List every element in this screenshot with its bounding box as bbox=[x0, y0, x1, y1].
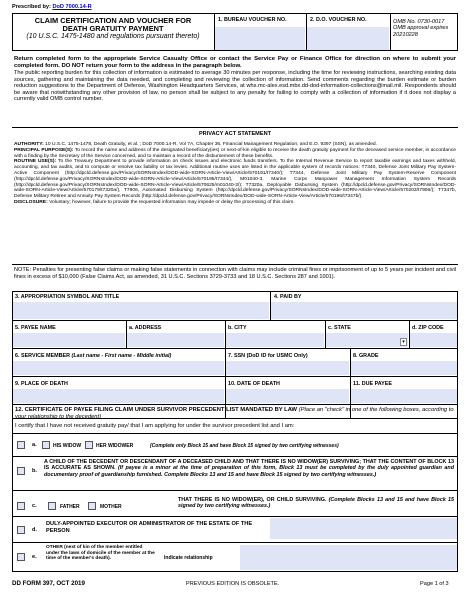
service-member-label: 6. SERVICE MEMBER (Last name - First name - Middle initial) bbox=[15, 353, 172, 359]
previous-edition: PREVIOUS EDITION IS OBSOLETE. bbox=[186, 581, 280, 587]
option-d-text: DULY-APPOINTED EXECUTOR OR ADMINISTRATOR OF THE ESTATE OF THE PERSON bbox=[46, 521, 253, 534]
indicate-relationship-label: Indicate relationship bbox=[164, 555, 213, 561]
zip-label: d. ZIP CODE bbox=[412, 325, 444, 331]
checkbox-e[interactable] bbox=[17, 553, 25, 561]
checkbox-mother[interactable] bbox=[88, 502, 96, 510]
state-label: c. STATE bbox=[328, 325, 351, 331]
privacy-statement: AUTHORITY: 10 U.S.C. 1475-1478, Death Gratuity, et al. ; DoD 7000.14-R, Vol 7A, Chapter 36, Financial Management Regulation; and E.O. 9397 (SSN), as amended. PRINCIPAL PURPOSE(S): To record the name and address of the designated beneficiary(ies) or next-of-kin eligible to receive the death gratuity payment for the deceased service member, in accordance with a finding by the Secretary of the Service concerned, and to maintain a record of the disbursement of these benefits. ROUTINE USE(S): To the Treasury Department to provide information on check issues and electronic funds transfers. To the Internal Revenue Service to report taxable earnings and taxes withheld, accounting, and tax audits, and to compute or resolve tax liability or tax levies. Additional routine uses are listed in the applicable system of records notices: T7340, Defense Joint Military Pay System-Active Component (http://dpcld.defense.gov/Privacy/SORNsIndex/DOD-wide-SORN-Article-View/Article/570191/t7340/); T7344, Defense Joint Military Pay System-Reserve Component (http://dpcld.defense.gov/Privacy/SORNsIndex/DOD-wide-SORN-Article-View/Article/570195/t7344/), M01040-3, Marine Corps Manpower Management Information System Records (http://dpcld.defense.gov/Privacy/SORNsIndex/DOD-wide-SORN-Article-View/Article/570625/m01040-3/); T7320a, Deployable Disbursing System (http://dpcld.defense.gov/Privacy/SORNsIndex/DOD-wide-SORN-Article-View/Article/570179/t7320a/), T7906, Automated Disbursing System (http://dpcld.defense.gov/Privacy/SORNsIndex/DOD-wide-SORN-Article-View/Article/570203/t7906/); T7347b, Defense Military Retiree and Annuity Pay System Records (http://dpcld.defense.gov/Privacy/SORNsIndex/DOD-wide-SORN-Article-View/Article/570196/t7347b/). DISCLOSURE: Voluntary; however, failure to provide the requested information may impede or delay the processing of this claim. bbox=[14, 142, 457, 205]
date-of-death-input[interactable] bbox=[226, 389, 349, 403]
checkbox-his-widow[interactable] bbox=[42, 441, 50, 449]
prescribed-label: Prescribed by: bbox=[12, 4, 51, 10]
address-input[interactable] bbox=[127, 333, 224, 347]
zip-input[interactable] bbox=[410, 333, 457, 347]
form-title: CLAIM CERTIFICATION AND VOUCHER FOR DEATH GRATUITY PAYMENT (10 U.S.C. 1475-1480 and regulations pursuant thereto) bbox=[26, 16, 200, 41]
checkbox-a[interactable] bbox=[17, 441, 25, 449]
prescribed-link[interactable]: DoD 7000.14-R bbox=[52, 4, 92, 10]
service-member-input[interactable] bbox=[13, 361, 224, 375]
privacy-heading: PRIVACY ACT STATEMENT bbox=[198, 131, 272, 137]
address-label: a. ADDRESS bbox=[129, 325, 162, 331]
do-voucher-label: 2. D.O. VOUCHER NO. bbox=[310, 17, 367, 23]
page-number: Page 1 of 3 bbox=[420, 581, 449, 587]
executor-input[interactable] bbox=[270, 518, 457, 539]
option-b-text: A CHILD OF THE DECEDENT OR DESCENDANT OF A DECEASED CHILD AND THAT THERE IS NO WIDOW(ER) SURVIVING; THAT THE CONTENT OF BLOCK 13 IS ACCURATE AS SHOWN. (If payee is a minor at the time of preparation of this form, Block 13 must be completed by the duly appointed guardian and documentary proof of guardianship furnished. Complete Blocks 13 and 15 and have Block 15 signed by two certifying witnesses.) bbox=[44, 459, 454, 478]
due-payee-label: 11. DUE PAYEE bbox=[353, 381, 392, 387]
paid-by-input[interactable] bbox=[271, 302, 457, 319]
checkbox-c[interactable] bbox=[17, 502, 25, 510]
omb-block: OMB No. 0730-0017 OMB approval expires 20210228 bbox=[393, 19, 449, 38]
grade-input[interactable] bbox=[351, 361, 457, 375]
option-c-text: THAT THERE IS NO WIDOW(ER), OR CHILD SURVIVING. (Complete Blocks 13 and 15 and have Block 15 signed by two certifying witnesses.) bbox=[178, 497, 454, 510]
return-instructions: Return completed form to the appropriate Service Casualty Office or contact the Service Pay or Finance Office for direction on where to submit your completed form. DO NOT return your form to the address in the paragraph below. bbox=[14, 56, 456, 69]
burden-statement: The public reporting burden for this collection of information is estimated to average 30 minutes per response, including the time for reviewing instructions, searching existing data sources, gathering and maintaining the data needed, and completing and reviewing the collection of information. Send comments regarding the burden estimate or burden reduction suggestions to the Department of Defense, Washington Headquarters Services, at whs.mc-alex.esd.mbx.dd-dod-information-collections@mail.mil. Respondents should be aware that notwithstanding any other provision of law, no person shall be subject to any penalty for failing to comply with a collection of information if it does not display a currently valid OMB control number. bbox=[14, 70, 456, 103]
state-select[interactable] bbox=[326, 333, 408, 347]
checkbox-b[interactable] bbox=[17, 467, 25, 475]
place-of-death-input[interactable] bbox=[13, 389, 224, 403]
form-number: DD FORM 397, OCT 2019 bbox=[12, 580, 85, 587]
bureau-voucher-input[interactable] bbox=[215, 27, 305, 50]
paid-by-label: 4. PAID BY bbox=[274, 294, 302, 300]
checkbox-father[interactable] bbox=[48, 502, 56, 510]
checkbox-her-widower[interactable] bbox=[85, 441, 93, 449]
date-of-death-label: 10. DATE OF DEATH bbox=[228, 381, 280, 387]
ssn-input[interactable] bbox=[226, 361, 349, 375]
due-payee-input[interactable] bbox=[351, 389, 457, 403]
grade-label: 8. GRADE bbox=[353, 353, 379, 359]
appropriation-input[interactable] bbox=[13, 302, 269, 319]
section-12-title: 12. CERTIFICATE OF PAYEE FILING CLAIM UNDER SURVIVOR PRECEDENT LIST MANDATED BY LAW (Place an "check" in one of the following boxes, according to your relationship to the decedent) bbox=[15, 407, 454, 420]
prescribed-by bbox=[12, 4, 92, 11]
payee-name-label: 5. PAYEE NAME bbox=[15, 325, 56, 331]
payee-name-input[interactable] bbox=[13, 333, 125, 347]
certify-text: I certify that I have not received gratuity pay/ that I am applying for under the survivor precedent list and I am: bbox=[15, 423, 295, 429]
ssn-label: 7. SSN (DoD ID for USMC Only) bbox=[228, 353, 308, 359]
state-dropdown-arrow-icon[interactable]: ▾ bbox=[400, 338, 407, 346]
do-voucher-input[interactable] bbox=[307, 27, 389, 50]
city-input[interactable] bbox=[226, 333, 324, 347]
appropriation-label: 3. APPROPRIATION SYMBOL AND TITLE bbox=[15, 294, 120, 300]
penalty-note: NOTE: Penalties for presenting false claims or making false statements in connection with claims may include criminal fines or imprisonment of up to 5 years per incident and civil fines in excess of $10,000 (False Claims Act, as amended, 31 U.S.C. Sections 3729-3733 and 18 U.S.C. Sections 287 and 1001). bbox=[14, 267, 456, 280]
city-label: b. CITY bbox=[228, 325, 247, 331]
checkbox-d[interactable] bbox=[17, 526, 25, 534]
relationship-input[interactable] bbox=[240, 545, 457, 570]
option-e-text: OTHER (next of kin of the member entitled under the laws of domicile of the member at the time of the member's death). bbox=[46, 545, 155, 562]
bureau-voucher-label: 1. BUREAU VOUCHER NO. bbox=[218, 17, 287, 23]
place-of-death-label: 9. PLACE OF DEATH bbox=[15, 381, 68, 387]
